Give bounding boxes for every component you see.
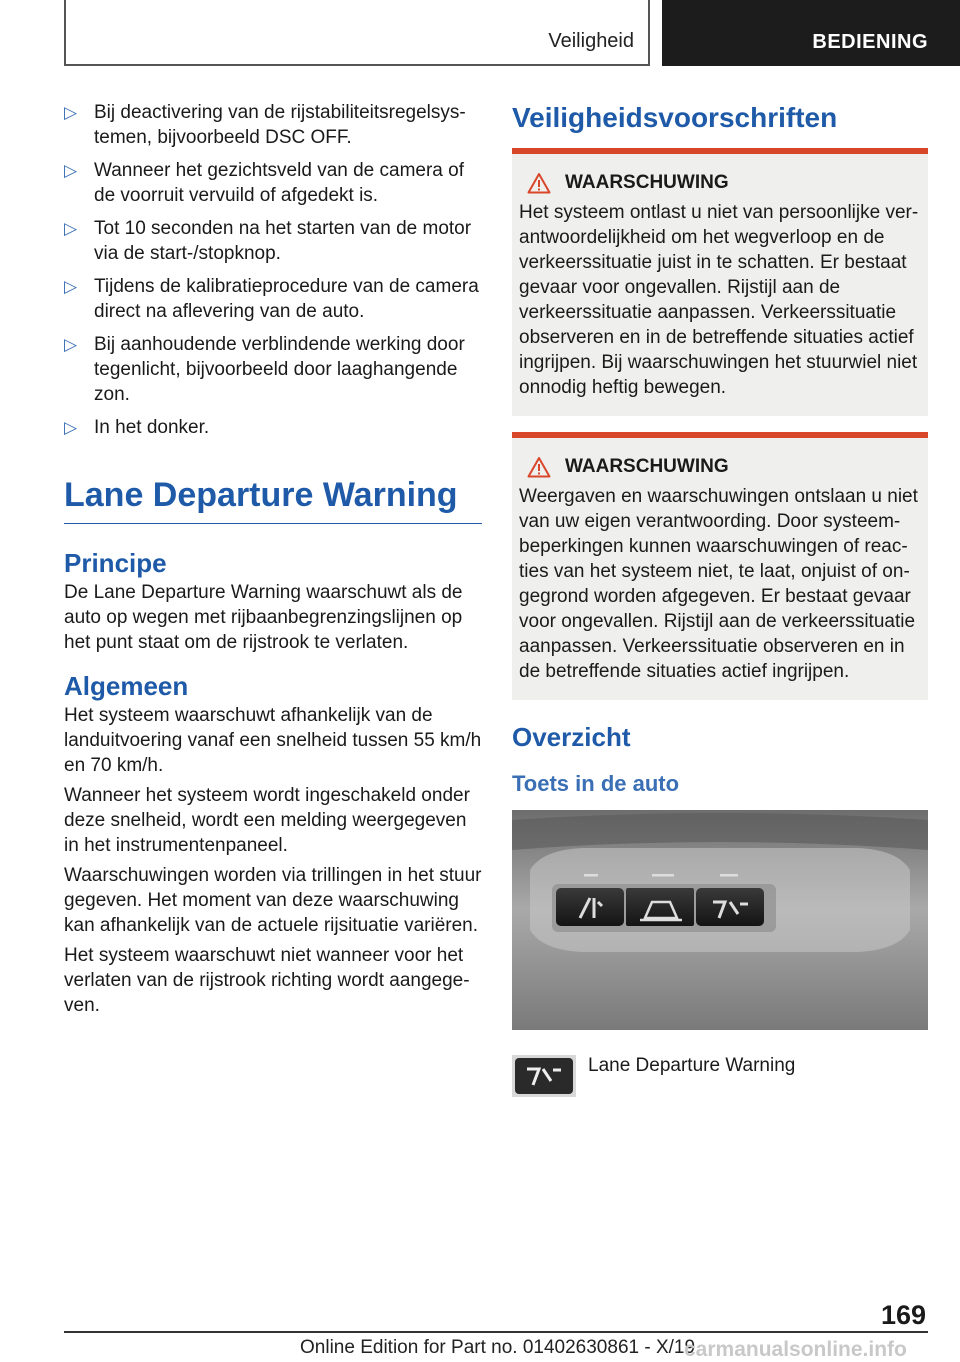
- warning-text: Het systeem ontlast u niet van persoonlijke verantwoordelijkheid om het wegverloop en de verkeerssituatie juist in te schatten. Er bestaat gevaar voor ongevallen. Rijstijl aan de verkeerssituatie aanpassen. Verkeerssituatie observeren en in de betreffende situaties actief ingrijpen. Bij waarschuwingen het stuurwiel niet onnodig heftig bewegen.: [519, 202, 919, 398]
- algemeen-paragraph: Het systeem waarschuwt niet wanneer voor het verlaten van de rijstrook richting wordt aangegeven.: [64, 945, 470, 1016]
- lane-departure-button-icon: [512, 1055, 576, 1097]
- algemeen-paragraph: Wanneer het systeem wordt ingeschakeld onder deze snelheid, wordt een melding weergegeven in het instrumentenpaneel.: [64, 785, 470, 856]
- warning-header: [519, 172, 920, 194]
- page-number: 169: [880, 1300, 926, 1330]
- list-item: ▷ Tot 10 seconden na het starten van de motor via de start-/stopknop.: [64, 218, 472, 264]
- right-column: [512, 100, 928, 1097]
- warning-header: [519, 456, 920, 478]
- watermark: carmanualsonline.info: [684, 1338, 907, 1361]
- footer-divider: [64, 1331, 928, 1333]
- warning-box: [512, 148, 928, 416]
- legend-row: [512, 1055, 928, 1097]
- condition-list: [64, 100, 482, 440]
- button-panel-photo: [512, 810, 928, 1030]
- button-group: [556, 888, 764, 926]
- footer-edition: Online Edition for Part no. 01402630861 - X/19: [300, 1337, 696, 1358]
- header-section-box: [64, 0, 650, 66]
- legend-label: Lane Departure Warning: [588, 1055, 796, 1076]
- algemeen-heading: Algemeen: [64, 671, 189, 701]
- toets-heading: Toets in de auto: [512, 771, 680, 796]
- header-section-label: Veiligheid: [548, 30, 634, 52]
- warning-label: WAARSCHUWING: [565, 456, 729, 477]
- principe-text: De Lane Departure Warning waarschuwt als de auto op wegen met rijbaanbegrenzingslijnen op het punt staat om de rijstrook te verlaten.: [64, 582, 463, 653]
- warning-label: WAARSCHUWING: [565, 172, 729, 193]
- left-column: [64, 100, 482, 1023]
- bullet-triangle-icon: ▷: [64, 335, 78, 354]
- bullet-triangle-icon: ▷: [64, 418, 78, 437]
- bullet-triangle-icon: ▷: [64, 161, 78, 180]
- principe-heading: Principe: [64, 548, 167, 578]
- list-item: ▷ Bij aanhoudende verblindende werking door tegenlicht, bijvoorbeeld door laaghangende zon.: [64, 334, 465, 405]
- list-item: ▷ Wanneer het gezichtsveld van de camera of de voorruit vervuild of afgedekt is.: [64, 160, 464, 206]
- bullet-triangle-icon: ▷: [64, 103, 78, 122]
- algemeen-paragraph: Waarschuwingen worden via trillingen in het stuur gegeven. Het moment van deze waarschuwing kan afhankelijk van de actuele rijsituatie variëren.: [64, 865, 482, 936]
- warning-triangle-icon: [527, 172, 551, 194]
- algemeen-paragraph: Het systeem waarschuwt afhankelijk van de landuitvoering vanaf een snelheid tussen 55 km/h en 70 km/h.: [64, 705, 482, 776]
- list-item: ▷ Tijdens de kalibratieprocedure van de camera direct na aflevering van de auto.: [64, 276, 479, 322]
- header-chapter-label: BEDIENING: [812, 31, 928, 53]
- section-title: Lane Departure Warning: [64, 476, 482, 524]
- overzicht-heading: Overzicht: [512, 722, 631, 752]
- list-item: ▷ Bij deactivering van de rijstabiliteitsregelsystemen, bijvoorbeeld DSC OFF.: [64, 102, 466, 148]
- warning-text: Weergaven en waarschuwingen ontslaan u niet van uw eigen verantwoording. Door systeembeperkingen kunnen waarschuwingen of reacties van het systeem niet, te laat, onjuist of ongegrond worden afgegeven. Er bestaat gevaar voor ongevallen. Rijstijl aan de verkeerssituatie aanpassen. Verkeerssituatie observeren en in de betreffende situaties actief ingrijpen.: [519, 486, 918, 682]
- warning-box: [512, 432, 928, 700]
- header-chapter-box: [662, 0, 960, 66]
- bullet-triangle-icon: ▷: [64, 219, 78, 238]
- list-item: ▷ In het donker.: [64, 417, 210, 438]
- safety-title: Veiligheidsvoorschriften: [512, 102, 838, 133]
- warning-triangle-icon: [527, 456, 551, 478]
- bullet-triangle-icon: ▷: [64, 277, 78, 296]
